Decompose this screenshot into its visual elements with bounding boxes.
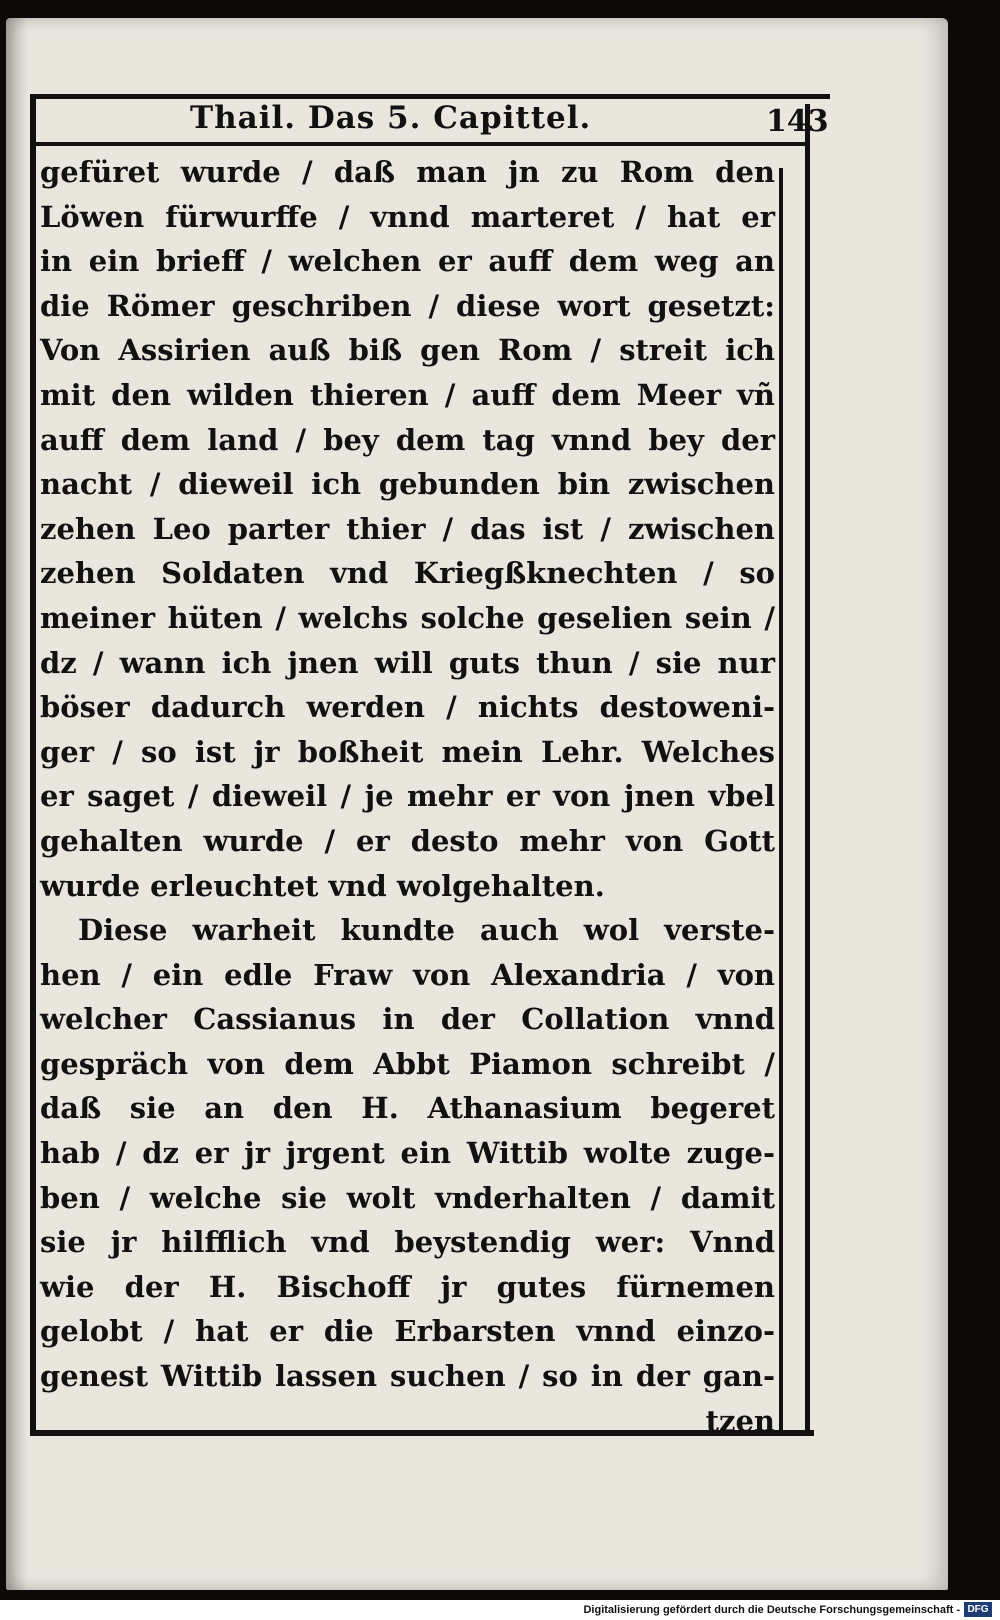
header-rule: [36, 142, 806, 146]
text-line: sie jr hilfflich vnd beystendig wer: Vnnd: [40, 1225, 775, 1260]
text-line: welcher Cassianus in der Collation vnnd: [40, 1002, 775, 1037]
text-line: gefüret wurde / daß man jn zu Rom den: [40, 155, 775, 189]
page-number: 143: [766, 104, 829, 139]
text-line: wie der H. Bischoff jr gutes fürnemen: [40, 1269, 775, 1304]
text-line: hab / dz er jr jrgent ein Wittib wolte zuge-: [40, 1136, 775, 1171]
running-head: Thail. Das 5. Capittel.: [190, 100, 592, 136]
text-line: meiner hüten / welchs solche geselien sein /: [40, 600, 775, 635]
dfg-logo: DFG: [964, 1602, 992, 1617]
text-line: böser dadurch werden / nichts destoweni-: [40, 690, 775, 725]
spine-shadow: [6, 18, 28, 1590]
text-line: genest Wittib lassen suchen / so in der gan-: [40, 1359, 775, 1394]
text-line: zehen Leo parter thier / das ist / zwischen: [40, 511, 775, 546]
text-line: die Römer geschriben / diese wort gesetzt:: [40, 288, 775, 323]
catchword: tzen: [705, 1403, 775, 1438]
text-line: er saget / dieweil / je mehr er von jnen vbel: [40, 779, 775, 814]
text-line: zehen Soldaten vnd Kriegßknechten / so: [40, 556, 775, 591]
text-line: ger / so ist jr boßheit mein Lehr. Welches: [40, 734, 775, 769]
text-line: hen / ein edle Fraw von Alexandria / von: [40, 957, 775, 992]
frame-rule-top: [30, 94, 830, 99]
text-line: ben / welche sie wolt vnderhalten / damit: [40, 1180, 775, 1215]
text-block: [40, 150, 775, 1443]
text-line: auff dem land / bey dem tag vnnd bey der: [40, 422, 775, 457]
text-line: dz / wann ich jnen will guts thun / sie nur: [40, 645, 775, 680]
text-line: gespräch von dem Abbt Piamon schreibt /: [40, 1046, 775, 1081]
text-line: gelobt / hat er die Erbarsten vnnd einzo-: [40, 1314, 775, 1349]
paragraph-start-line: Diese warheit kundte auch wol verste-: [78, 913, 775, 948]
frame-rule-left: [30, 94, 36, 1434]
text-line: daß sie an den H. Athanasium begeret: [40, 1091, 775, 1126]
frame-rule-right: [805, 104, 810, 1432]
text-line: in ein brieff / welchen er auff dem weg an: [40, 244, 775, 279]
text-line: Von Assirien auß biß gen Rom / streit ich: [40, 333, 775, 368]
frame-rule-right-inner: [779, 168, 783, 1432]
text-line: nacht / dieweil ich gebunden bin zwischen: [40, 467, 775, 502]
paragraph-end-line: wurde erleuchtet vnd wolgehalten.: [40, 868, 605, 903]
text-line: mit den wilden thieren / auff dem Meer vñ: [40, 377, 775, 412]
text-line: Löwen fürwurffe / vnnd marteret / hat er: [40, 199, 775, 234]
digitization-credit: Digitalisierung gefördert durch die Deutsche Forschungsgemeinschaft -: [583, 1604, 960, 1616]
text-line: gehalten wurde / er desto mehr von Gott: [40, 823, 775, 858]
